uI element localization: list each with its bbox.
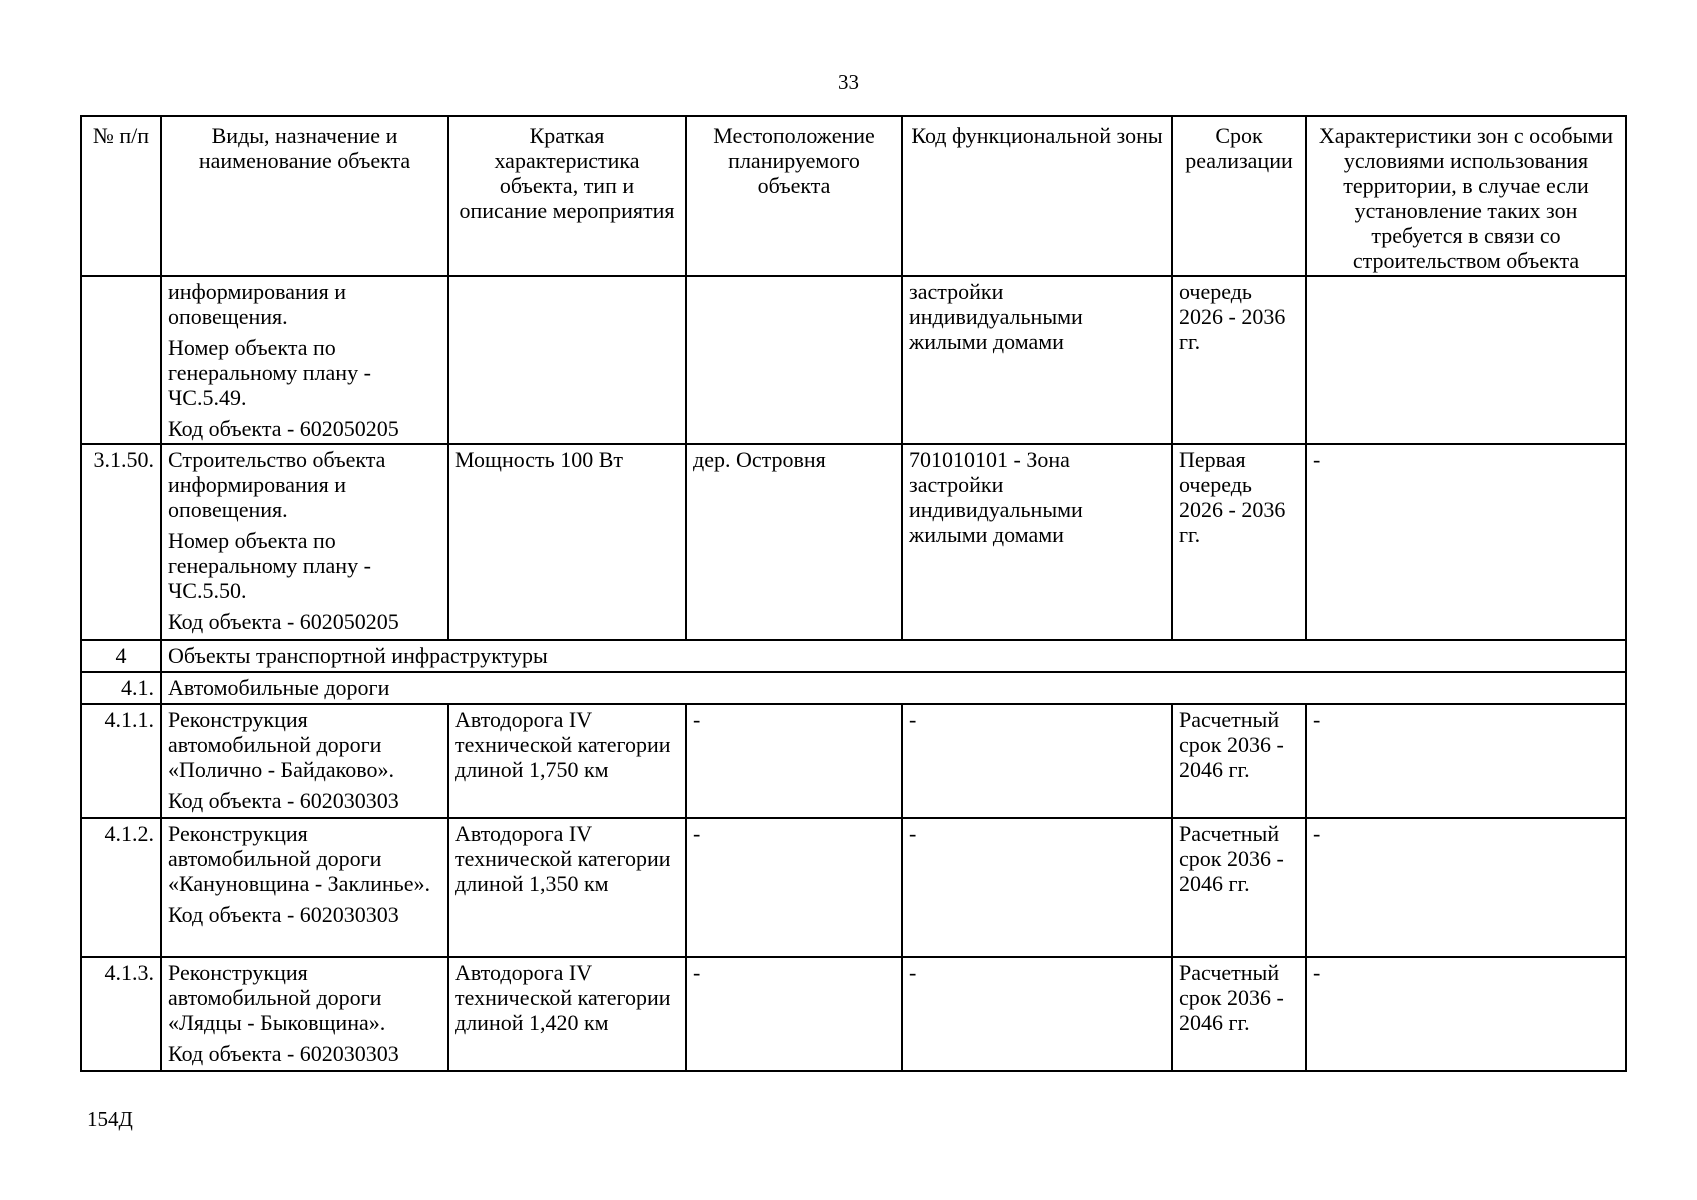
header-term: Срок реализации [1172, 116, 1306, 276]
row-zone-code: - [902, 818, 1172, 957]
row-special-zones: - [1306, 818, 1626, 957]
object-name-text: Реконструкция автомобильной дороги «Кануновщина - Заклинье». [168, 821, 430, 896]
header-location: Местоположение планируемого объекта [686, 116, 902, 276]
row-special-zones [1306, 276, 1626, 444]
row-characteristics: Мощность 100 Вт [448, 444, 686, 640]
row-location: дер. Островня [686, 444, 902, 640]
row-object-name [161, 704, 448, 818]
object-code: Код объекта - 602030303 [168, 902, 399, 927]
row-characteristics: Автодорога IV технической категории длиной 1,750 км [448, 704, 686, 818]
section-number: 4 [81, 640, 161, 672]
object-code: Код объекта - 602030303 [168, 788, 399, 813]
object-code: Код объекта - 602030303 [168, 1041, 399, 1066]
row-term: Расчетный срок 2036 - 2046 гг. [1172, 957, 1306, 1071]
row-special-zones: - [1306, 444, 1626, 640]
table-row [81, 704, 1626, 818]
row-zone-code: - [902, 704, 1172, 818]
object-name-text: Реконструкция автомобильной дороги «Полично - Байдаково». [168, 707, 394, 782]
row-location: - [686, 957, 902, 1071]
table-header-row [81, 116, 1626, 276]
row-number: 4.1.3. [81, 957, 161, 1071]
row-special-zones: - [1306, 957, 1626, 1071]
object-code: Код объекта - 602050205 [168, 609, 399, 634]
footer-document-code: 154Д [87, 1107, 133, 1131]
row-number: 3.1.50. [81, 444, 161, 640]
table-row [81, 818, 1626, 957]
row-number [81, 276, 161, 444]
row-location: - [686, 818, 902, 957]
header-number: № п/п [81, 116, 161, 276]
header-special-zones: Характеристики зон с особыми условиями использования территории, в случае если установление таких зон требуется в связи со строительством объекта [1306, 116, 1626, 276]
row-number: 4.1.1. [81, 704, 161, 818]
object-name-text: Строительство объекта информирования и оповещения. [168, 447, 386, 522]
object-name-text: информирования и оповещения. [168, 279, 346, 329]
header-characteristics: Краткая характеристика объекта, тип и описание мероприятия [448, 116, 686, 276]
row-characteristics: Автодорога IV технической категории длиной 1,350 км [448, 818, 686, 957]
row-term: Первая очередь 2026 - 2036 гг. [1172, 444, 1306, 640]
object-name-text: Реконструкция автомобильной дороги «Лядцы - Быковщина». [168, 960, 386, 1035]
row-object-name [161, 276, 448, 444]
header-zone-code: Код функциональной зоны [902, 116, 1172, 276]
object-plan-number: Номер объекта по генеральному плану - ЧС.5.50. [168, 528, 371, 603]
object-code: Код объекта - 602050205 [168, 416, 399, 441]
row-location: - [686, 704, 902, 818]
table-row [81, 444, 1626, 640]
row-term: Расчетный срок 2036 - 2046 гг. [1172, 704, 1306, 818]
row-location [686, 276, 902, 444]
row-zone-code: - [902, 957, 1172, 1071]
table-row [81, 957, 1626, 1071]
header-object-name: Виды, назначение и наименование объекта [161, 116, 448, 276]
row-object-name [161, 957, 448, 1071]
subsection-title: Автомобильные дороги [161, 672, 1626, 704]
object-plan-number: Номер объекта по генеральному плану - ЧС.5.49. [168, 335, 371, 410]
subsection-number: 4.1. [81, 672, 161, 704]
row-object-name [161, 444, 448, 640]
row-characteristics [448, 276, 686, 444]
planned-objects-table [80, 115, 1627, 1072]
section-row [81, 640, 1626, 672]
row-zone-code: застройки индивидуальными жилыми домами [902, 276, 1172, 444]
row-characteristics: Автодорога IV технической категории длиной 1,420 км [448, 957, 686, 1071]
section-title: Объекты транспортной инфраструктуры [161, 640, 1626, 672]
row-term: Расчетный срок 2036 - 2046 гг. [1172, 818, 1306, 957]
page-number: 33 [838, 70, 859, 94]
row-zone-code: 701010101 - Зона застройки индивидуальными жилыми домами [902, 444, 1172, 640]
row-number: 4.1.2. [81, 818, 161, 957]
row-special-zones: - [1306, 704, 1626, 818]
row-term: очередь 2026 - 2036 гг. [1172, 276, 1306, 444]
subsection-row [81, 672, 1626, 704]
table-row [81, 276, 1626, 444]
row-object-name [161, 818, 448, 957]
